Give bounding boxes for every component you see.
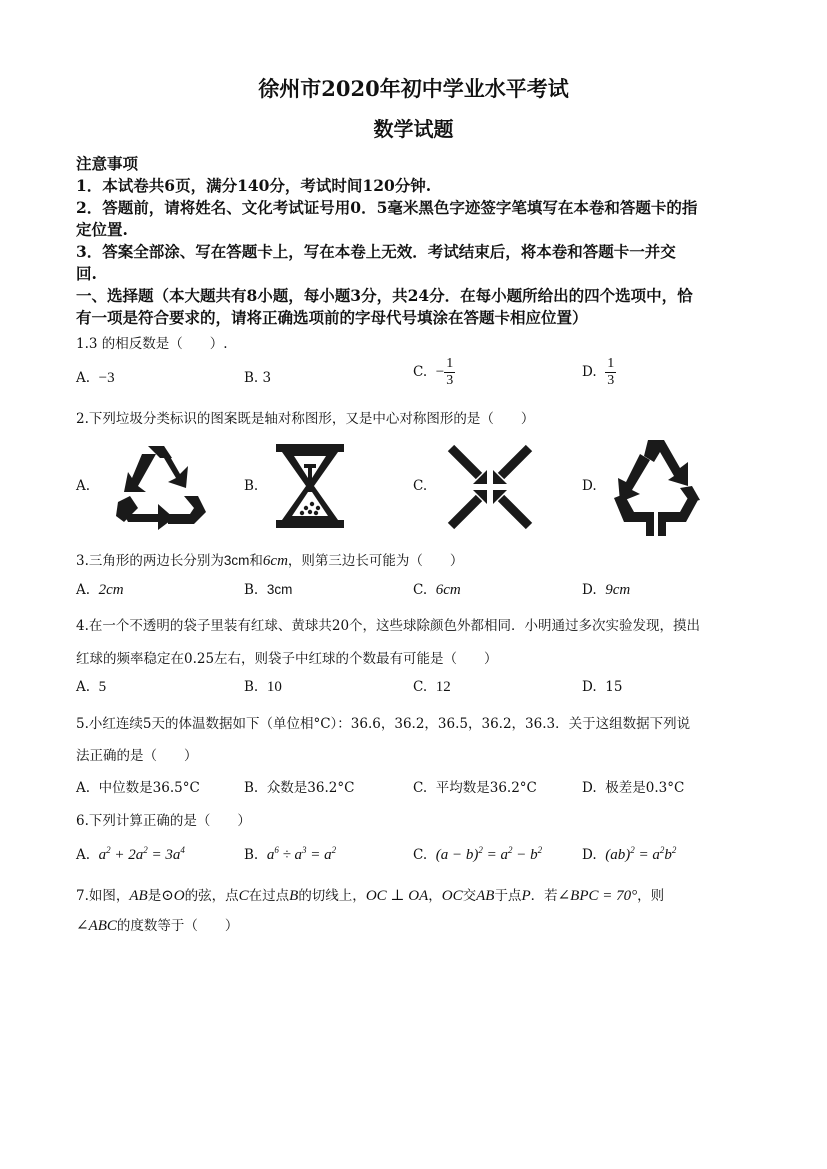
q4-stem-cont: 红球的频率稳定在0.25左右，则袋子中红球的个数最有可能是（ ） — [76, 651, 498, 667]
q6-stem: 6.下列计算正确的是（ ） — [76, 813, 251, 829]
q3-stem: 3.三角形的两边长分别为3cm和6cm，则第三边长可能为（ ） — [76, 553, 464, 569]
notice-item-2-cont: 定位置. — [76, 220, 128, 239]
formula: $(ab)^2 = a^2b^2$ — [605, 845, 677, 863]
page-subtitle: 数学试题 — [373, 117, 454, 141]
q4-stem: 4.在一个不透明的袋子里装有红球、黄球共20个，这些球除颜色外都相同．小明通过多次实验发现，摸出 — [76, 618, 701, 634]
q7-stem-cont: ∠ABC的度数等于（ ） — [76, 918, 239, 934]
q4-option-b: B. 10 — [244, 679, 282, 695]
q6-option-d: D. $(ab)^2 = a^2b^2$ — [582, 845, 677, 863]
q2-option-c-label: C. — [413, 478, 428, 494]
q5-stem-cont: 法正确的是（ ） — [76, 748, 198, 764]
formula: $a^6 \div a^3 = a^2$ — [266, 845, 337, 863]
q6-option-b: B. $a^6 \div a^3 = a^2$ — [244, 845, 337, 863]
q5-option-d: D. 极差是0.3°C — [582, 780, 685, 796]
q5-option-c: C. 平均数是36.2°C — [413, 780, 537, 796]
page-title: 徐州市2020年初中学业水平考试 — [258, 76, 569, 101]
recycle-triangle-icon — [108, 440, 212, 530]
fraction: $\frac{1}{3}$ — [607, 356, 615, 388]
q7-stem: 7.如图，AB是⊙O的弦，点C在过点B的切线上，OC ⊥ OA，OC交AB于点P．若∠BPC = 70°，则 — [76, 888, 665, 904]
q4-option-a: A. 5 — [76, 679, 107, 695]
q4-option-d: D. 15 — [582, 679, 623, 695]
q3-option-a: A. 2cm — [76, 582, 124, 598]
q6-option-c: C. $(a - b)^2 = a^2 - b^2$ — [413, 845, 543, 863]
q1-stem: 1.3 的相反数是（ ）. — [76, 336, 228, 352]
q2-option-d-label: D. — [582, 478, 597, 494]
converging-arrows-icon — [447, 444, 533, 530]
notice-item-3: 3．答案全部涂、写在答题卡上，写在本卷上无效．考试结束后，将本卷和答题卡一并交 — [76, 242, 676, 261]
q1-option-d: D. $\frac{1}{3}$ — [582, 356, 615, 388]
q1-option-a: A. −3 — [76, 370, 115, 386]
fraction: $\frac{1}{3}$ — [446, 356, 454, 388]
q2-stem: 2.下列垃圾分类标识的图案既是轴对称图形，又是中心对称图形的是（ ） — [76, 411, 535, 427]
recycle-arrows-icon — [610, 438, 702, 536]
q3-option-b: B. 3cm — [244, 582, 293, 598]
section-heading-cont: 有一项是符合要求的，请将正确选项前的字母代号填涂在答题卡相应位置） — [76, 308, 588, 327]
q1-option-c: C. − $\frac{1}{3}$ — [413, 356, 454, 388]
q2-option-a-label: A. — [76, 478, 91, 494]
q5-option-a: A. 中位数是36.5°C — [76, 780, 200, 796]
q2-option-b-label: B. — [244, 478, 259, 494]
q1-option-b: B. 3 — [244, 370, 272, 386]
formula: $a^2 + 2a^2 = 3a^4$ — [98, 845, 185, 863]
section-heading: 一、选择题（本大题共有8小题，每小题3分，共24分．在每小题所给出的四个选项中，恰 — [76, 286, 693, 305]
hourglass-icon — [272, 442, 348, 530]
q5-option-b: B. 众数是36.2°C — [244, 780, 355, 796]
q5-stem: 5.小红连续5天的体温数据如下（单位相°C）：36.6，36.2，36.5，36.2，36.3．关于这组数据下列说 — [76, 716, 691, 732]
notice-heading: 注意事项 — [76, 154, 139, 173]
q3-option-c: C. 6cm — [413, 582, 461, 598]
notice-item-3-cont: 回. — [76, 264, 97, 283]
notice-item-1: 1．本试卷共6页，满分140分，考试时间120分钟. — [76, 176, 432, 195]
q4-option-c: C. 12 — [413, 679, 451, 695]
q3-option-d: D. 9cm — [582, 582, 631, 598]
formula: $(a - b)^2 = a^2 - b^2$ — [435, 845, 543, 863]
q6-option-a: A. $a^2 + 2a^2 = 3a^4$ — [76, 845, 185, 863]
notice-item-2: 2．答题前，请将姓名、文化考试证号用0．5毫米黑色字迹签字笔填写在本卷和答题卡的指 — [76, 198, 698, 217]
